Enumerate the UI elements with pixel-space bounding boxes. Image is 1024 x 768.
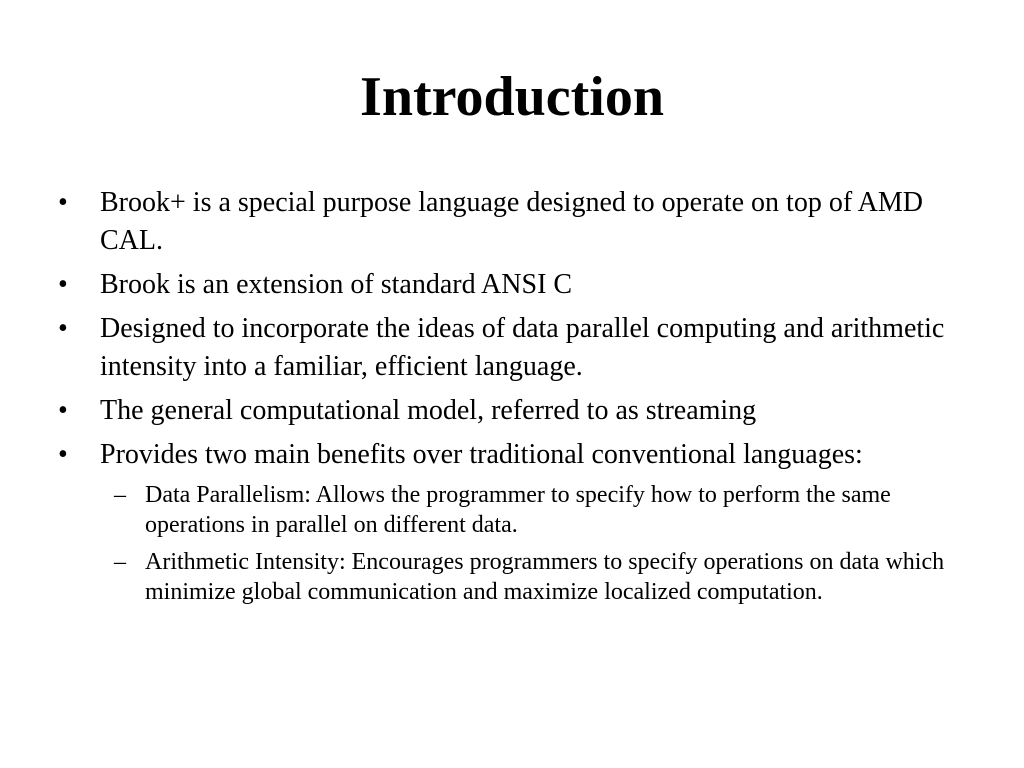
bullet-item (58, 436, 978, 474)
slide-title: Introduction (360, 66, 664, 128)
bullet-marker: • (58, 395, 68, 426)
bullet-text: The general computational model, referred to as streaming (100, 395, 757, 426)
bullet-marker: • (58, 313, 68, 344)
sub-bullet-marker: – (114, 482, 126, 508)
sub-bullet-item (100, 480, 978, 540)
sub-bullet-marker: – (114, 549, 126, 575)
bullet-text: Brook+ is a special purpose language designed to operate on top of AMD CAL. (100, 187, 923, 256)
sub-bullet-item (100, 547, 978, 607)
bullet-item (58, 184, 978, 260)
sub-bullet-text: Data Parallelism: Allows the programmer to specify how to perform the same operations in parallel on different data. (145, 482, 891, 538)
sub-bullet-list (100, 480, 978, 607)
bullet-text: Brook is an extension of standard ANSI C (100, 269, 573, 300)
bullet-text: Provides two main benefits over traditional conventional languages: (100, 439, 863, 470)
bullet-item (58, 392, 978, 430)
bullet-list (58, 184, 978, 614)
bullet-marker: • (58, 269, 68, 300)
sub-bullet-text: Arithmetic Intensity: Encourages programmers to specify operations on data which minimize global communication and maximize localized computation. (145, 549, 945, 605)
bullet-marker: • (58, 187, 68, 218)
bullet-text: Designed to incorporate the ideas of data parallel computing and arithmetic intensity into a familiar, efficient language. (100, 313, 945, 382)
bullet-item (58, 266, 978, 304)
bullet-item (58, 310, 978, 386)
bullet-marker: • (58, 439, 68, 470)
